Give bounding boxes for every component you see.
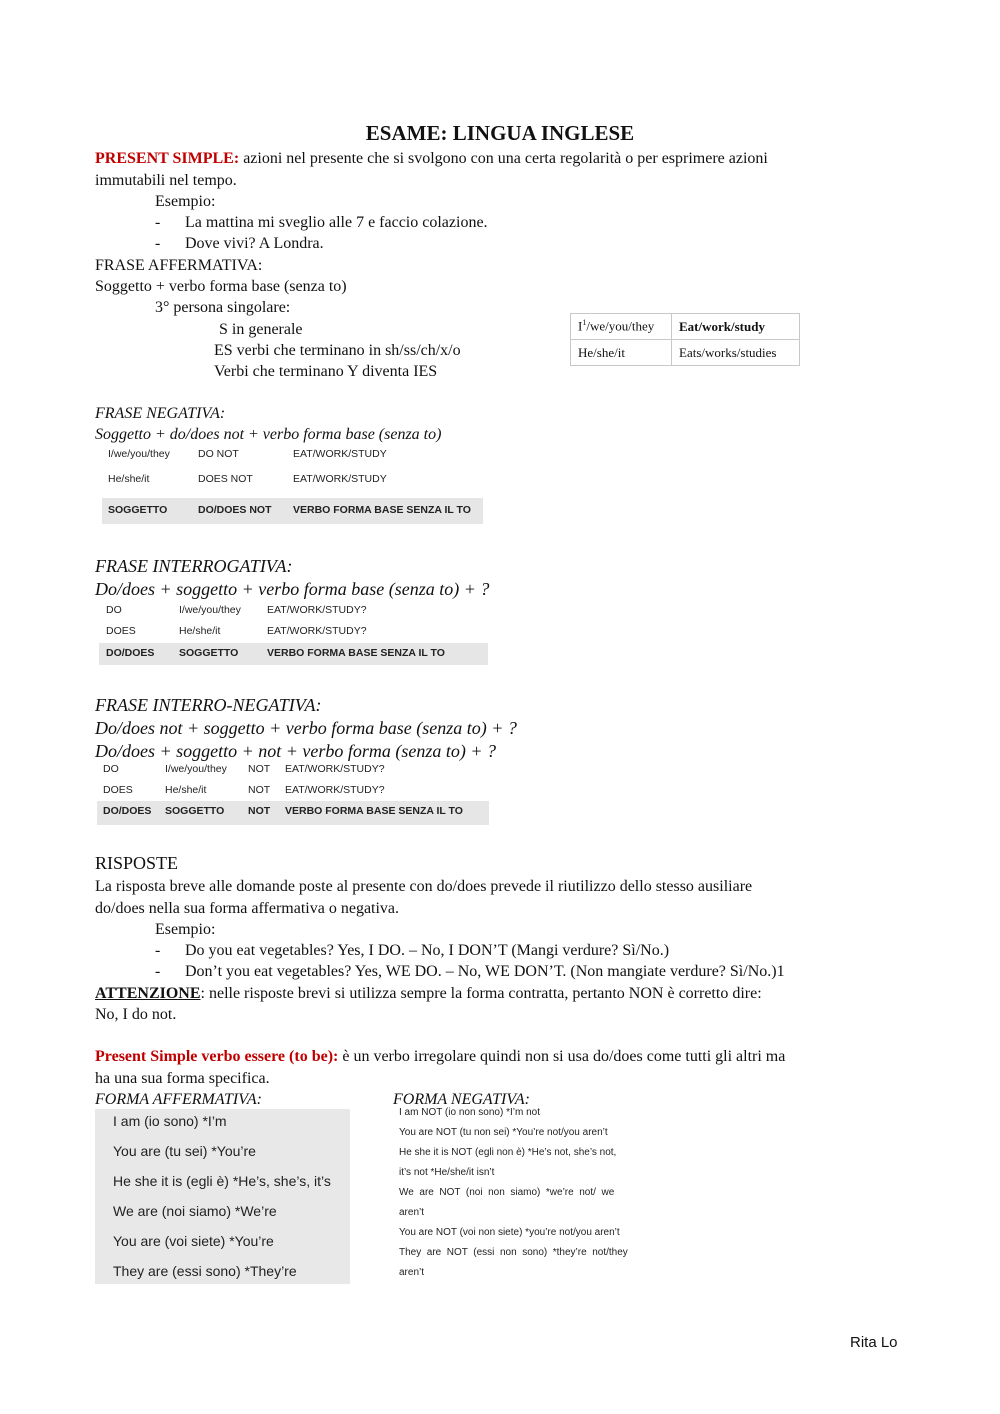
list-item: aren’t	[399, 1267, 425, 1278]
interrogative-rule: Do/does + soggetto + verbo forma base (senza to) + ?	[95, 579, 490, 599]
list-item: I am (io sono) *I’m	[113, 1113, 227, 1129]
table-row: He/she/it Eats/works/studies	[571, 340, 800, 366]
list-item: You are NOT (tu non sei) *You’re not/you aren’t	[399, 1127, 608, 1138]
to-be-intro: Present Simple verbo essere (to be): è un verbo irregolare quindi non si usa do/does come tutti gli altri ma	[95, 1048, 786, 1065]
interro-negative-heading: FRASE INTERRO-NEGATIVA:	[95, 695, 322, 715]
interrogative-table	[99, 600, 488, 665]
third-person-rule: S in generale	[219, 321, 303, 338]
example-item: - Do you eat vegetables? Yes, I DO. – No, I DON’T (Mangi verdure? Sì/No.)	[155, 942, 670, 959]
attention-note-line2: No, I do not.	[95, 1006, 177, 1023]
list-item: You are (voi siete) *You’re	[113, 1233, 274, 1249]
list-item: I am NOT (io non sono) *I’m not	[399, 1107, 540, 1118]
present-simple-definition-line1: azioni nel presente che si svolgono con una certa regolarità o per esprimere azioni	[243, 150, 768, 167]
attention-label: ATTENZIONE	[95, 985, 201, 1002]
table-row: He/she/it DOES NOT EAT/WORK/STUDY	[108, 473, 387, 485]
table-row: $I^1/we/you$/they Eat/work/study	[571, 314, 800, 340]
table-row: DO I/we/you/they EAT/WORK/STUDY?	[106, 604, 367, 616]
example-item: - Dove vivi? A Londra.	[155, 235, 324, 252]
affirmative-table	[570, 313, 800, 366]
interro-negative-rule: Do/does not + soggetto + verbo forma base (senza to) + ?	[95, 718, 517, 738]
page-title: ESAME: LINGUA INGLESE	[365, 121, 635, 145]
example-item: - La mattina mi sveglio alle 7 e faccio colazione.	[155, 214, 488, 231]
answers-text: do/does nella sua forma affermativa o negativa.	[95, 900, 400, 917]
example-label: Esempio:	[155, 921, 216, 938]
present-simple-heading: PRESENT SIMPLE:	[95, 150, 240, 167]
list-item: We are NOT (noi non siamo) *we’re not/ we	[399, 1187, 615, 1198]
list-item: They are NOT (essi non sono) *they’re not/they	[399, 1247, 628, 1258]
negative-table	[102, 444, 483, 524]
attention-note: ATTENZIONE: nelle risposte brevi si utilizza sempre la forma contratta, pertanto NON è corretto dire:	[95, 985, 762, 1002]
negative-heading: FRASE NEGATIVA:	[95, 405, 226, 422]
interro-negative-table	[97, 759, 489, 825]
negative-rule: Soggetto + do/does not + verbo forma base (senza to)	[95, 426, 442, 443]
list-item: We are (noi siamo) *We’re	[113, 1203, 277, 1219]
third-person-rule: ES verbi che terminano in sh/ss/ch/x/o	[214, 342, 461, 359]
table-row: DO I/we/you/they NOT EAT/WORK/STUDY?	[103, 763, 385, 775]
present-simple-definition	[95, 148, 768, 169]
to-be-negative-list	[399, 1103, 639, 1283]
interro-negative-rule: Do/does + soggetto + not + verbo forma (senza to) + ?	[95, 741, 497, 761]
present-simple-definition-line2: immutabili nel tempo.	[95, 172, 237, 189]
list-item: it’s not *He/she/it isn’t	[399, 1167, 495, 1178]
list-item: You are NOT (voi non siete) *you’re not/you aren’t	[399, 1227, 620, 1238]
to-be-negative-heading: FORMA NEGATIVA:	[393, 1091, 531, 1108]
to-be-heading: Present Simple verbo essere (to be):	[95, 1048, 339, 1065]
table-row: DO/DOES SOGGETTO NOT VERBO FORMA BASE SENZA IL TO	[97, 801, 489, 825]
affirmative-rule: Soggetto + verbo forma base (senza to)	[95, 278, 347, 295]
to-be-affirmative-heading: FORMA AFFERMATIVA:	[95, 1091, 262, 1108]
to-be-intro-line2: ha una sua forma specifica.	[95, 1070, 270, 1087]
list-item: He she it is NOT (egli non è) *He’s not, she’s not,	[399, 1147, 617, 1158]
table-row: DO/DOES SOGGETTO VERBO FORMA BASE SENZA IL TO	[99, 643, 488, 665]
table-row: DOES He/she/it NOT EAT/WORK/STUDY?	[103, 784, 385, 796]
table-row: I/we/you/they DO NOT EAT/WORK/STUDY	[108, 448, 387, 460]
affirmative-heading: FRASE AFFERMATIVA:	[95, 257, 263, 274]
table-row: SOGGETTO DO/DOES NOT VERBO FORMA BASE SENZA IL TO	[102, 498, 483, 524]
answers-heading: RISPOSTE	[95, 853, 179, 873]
list-item: They are (essi sono) *They’re	[113, 1263, 297, 1279]
interrogative-heading: FRASE INTERROGATIVA:	[95, 556, 293, 576]
example-item: - Don’t you eat vegetables? Yes, WE DO. – No, WE DON’T. (Non mangiate verdure? Sì/No.)1	[155, 963, 785, 980]
third-person-rule: Verbi che terminano Y diventa IES	[214, 363, 438, 380]
answers-text: La risposta breve alle domande poste al presente con do/does prevede il riutilizzo dello stesso ausiliare	[95, 878, 753, 895]
third-person-label: 3° persona singolare:	[155, 299, 291, 316]
list-item: aren’t	[399, 1207, 425, 1218]
example-label: Esempio:	[155, 193, 216, 210]
table-row: DOES He/she/it EAT/WORK/STUDY?	[106, 625, 367, 637]
to-be-affirmative-table	[95, 1109, 350, 1284]
footer-author: Rita Lo	[850, 1334, 898, 1351]
list-item: He she it is (egli è) *He’s, she’s, it’s	[113, 1173, 331, 1189]
list-item: You are (tu sei) *You’re	[113, 1143, 256, 1159]
